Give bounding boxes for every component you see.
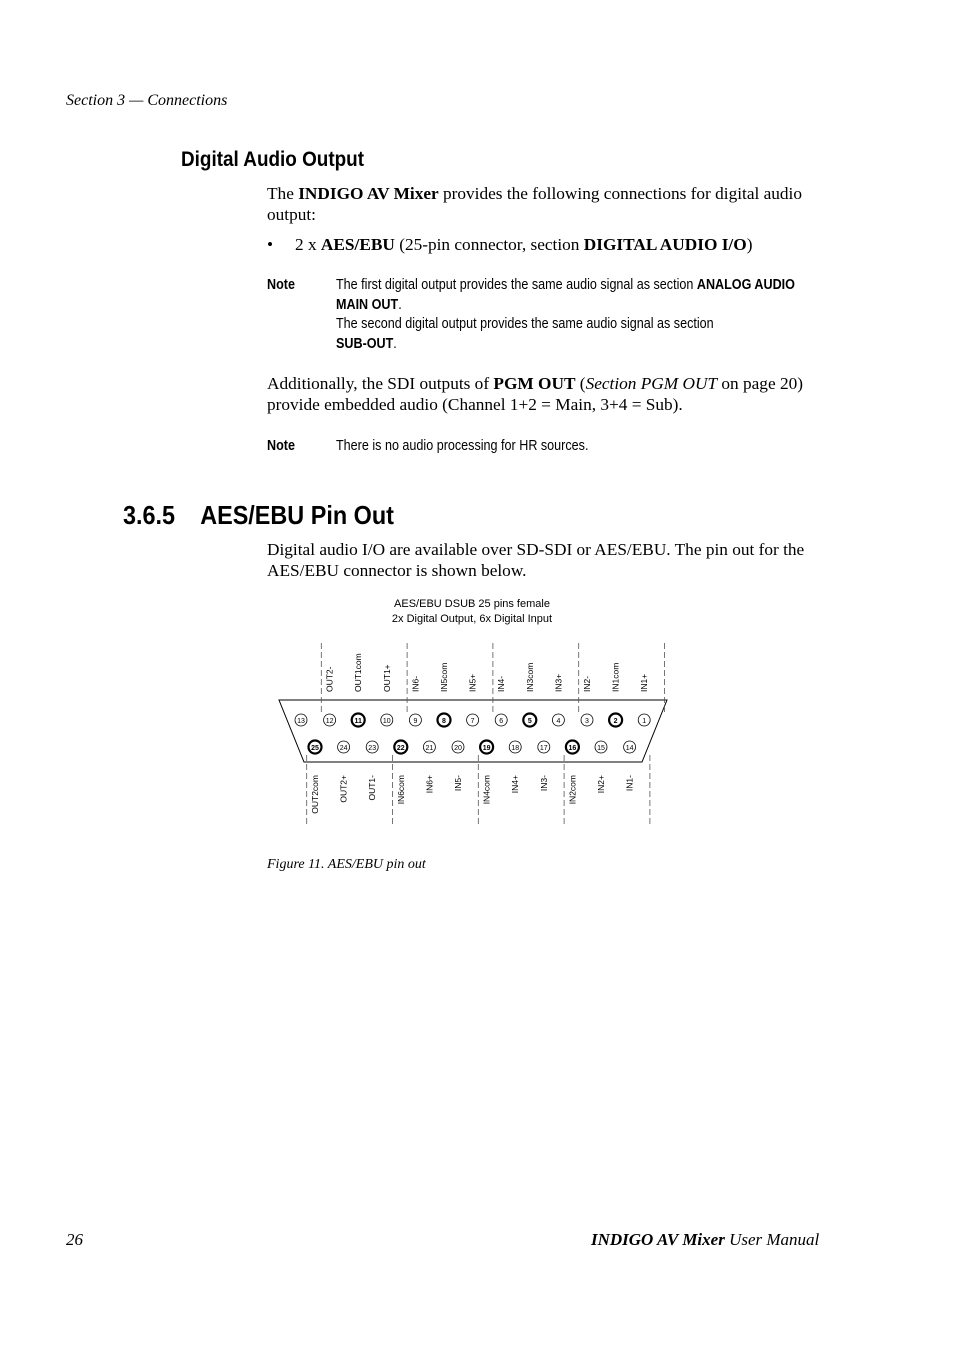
pin-number: 24: [339, 745, 348, 752]
pin-number: 16: [568, 745, 577, 752]
pin-label-bottom: IN4+: [510, 775, 521, 794]
pin-number: 5: [527, 718, 532, 725]
pin-number: 14: [625, 745, 634, 752]
pin-number: 20: [454, 745, 462, 752]
pin-label-bottom: IN6+: [424, 775, 435, 794]
pin-number: 25: [311, 745, 319, 752]
paragraph-sdi: Additionally, the SDI outputs of PGM OUT (Section PGM OUT on page 20) provide embedded audio (Channel 1+2 = Main, 3+4 = Sub).: [267, 374, 803, 414]
connector-outline: [279, 700, 667, 762]
section-heading-aes: 3.6.5 AES/EBU Pin Out: [123, 500, 394, 530]
pin-label-top: IN5+: [467, 673, 478, 692]
pin-label-bottom: IN6com: [395, 775, 406, 805]
pin-label-bottom: IN2+: [596, 775, 606, 794]
pin-number: 21: [425, 745, 434, 752]
pin-number: 6: [499, 718, 504, 725]
diagram-subtitle: 2x Digital Output, 6x Digital Input: [391, 613, 553, 625]
figure-caption: Figure 11. AES/EBU pin out: [267, 857, 426, 872]
pin-label-top: OUT2-: [324, 666, 335, 692]
paragraph-intro: The INDIGO AV Mixer provides the following connections for digital audio output:: [267, 184, 802, 224]
pin-number: 22: [396, 745, 405, 752]
pin-number: 17: [539, 745, 548, 752]
pin-label-top: IN5com: [439, 662, 449, 692]
pin-number: 23: [368, 745, 377, 752]
pin-label-bottom: OUT2com: [310, 775, 320, 814]
note-label: Note: [267, 277, 295, 293]
note-text: There is no audio processing for HR sources.: [336, 438, 589, 454]
page-number: 26: [66, 1230, 83, 1249]
running-header: Section 3 — Connections: [66, 92, 228, 109]
pin-number: 1: [642, 718, 647, 725]
pin-label-top: IN2-: [582, 675, 592, 692]
pins: [295, 714, 650, 754]
pin-number: 18: [511, 745, 520, 752]
pin-number: 11: [354, 718, 362, 725]
pin-label-top: IN1com: [610, 662, 621, 692]
pin-number: 19: [482, 745, 491, 752]
section-heading-digital-audio: Digital Audio Output: [181, 148, 365, 171]
pin-number: 13: [297, 718, 305, 725]
pin-number: 12: [325, 718, 334, 725]
pin-number: 15: [597, 745, 605, 752]
paragraph-aes: Digital audio I/O are available over SD-SDI or AES/EBU. The pin out for the AES/EBU connector is shown below.: [267, 540, 805, 580]
pin-label-bottom: IN1-: [624, 775, 635, 792]
pin-label-bottom: OUT1-: [367, 775, 378, 801]
pin-number: 10: [382, 718, 391, 725]
pin-number: 7: [470, 718, 475, 725]
pin-number: 9: [413, 718, 418, 725]
pin-label-top: IN3+: [553, 673, 564, 692]
note-text: The first digital output provides the same audio signal as section ANALOG AUDIO MAIN OUT. The second digital output provides the same audio signal as section SUB-OUT.: [336, 277, 795, 352]
pin-label-top: IN1+: [639, 673, 650, 692]
pin-number: 3: [585, 718, 589, 725]
pin-label-bottom: IN5-: [453, 775, 463, 792]
pin-number: 4: [556, 718, 561, 725]
pin-label-bottom: OUT2+: [338, 775, 349, 803]
diagram-title: AES/EBU DSUB 25 pins female: [394, 598, 550, 610]
note-label: Note: [267, 438, 295, 454]
bullet-mark: •: [267, 235, 274, 254]
pin-number: 8: [442, 718, 446, 725]
pin-labels: [310, 653, 649, 813]
pin-label-bottom: IN2com: [567, 775, 578, 805]
pin-label-top: IN4-: [496, 675, 507, 692]
bullet-item: • 2 x AES/EBU (25-pin connector, section DIGITAL AUDIO I/O): [267, 235, 753, 254]
pin-label-bottom: IN3-: [538, 775, 549, 792]
pin-label-top: IN3com: [524, 662, 535, 692]
pin-label-top: OUT1+: [381, 664, 392, 692]
pin-number: 2: [613, 718, 618, 725]
pin-label-bottom: IN4com: [481, 775, 492, 805]
pin-label-top: IN6-: [410, 675, 421, 692]
pin-label-top: OUT1com: [353, 653, 364, 692]
running-footer: INDIGO AV Mixer User Manual: [591, 1230, 820, 1249]
